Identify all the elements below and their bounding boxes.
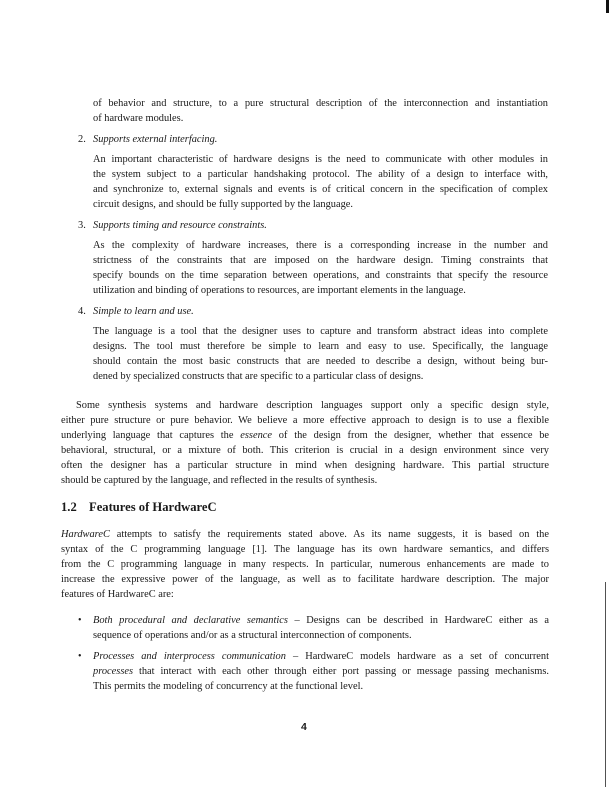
list-body-2-line-3: and synchronize to, external signals and events is of critical concern in the specification of complex bbox=[93, 184, 548, 195]
bullet-icon: • bbox=[78, 615, 82, 626]
bullet-icon: • bbox=[78, 651, 82, 662]
page-number: 4 bbox=[301, 721, 307, 733]
list-body-3-line-4: utilization and binding of operations to resources, are important elements in the language. bbox=[93, 285, 466, 296]
bullet-1-dash: – bbox=[287, 615, 307, 626]
section-title: Features of HardwareC bbox=[89, 500, 217, 514]
bullet-2-line-2 bbox=[93, 665, 549, 678]
para1-line-5: often the designer has a particular structure in mind when designing hardware. This partial structure bbox=[61, 460, 549, 471]
bullet-2-line-1-rest: HardwareC models hardware as a set of concurrent bbox=[305, 651, 549, 662]
list-body-4-line-3: should contain the most basic constructs that are needed to describe a design, without being bur- bbox=[93, 356, 548, 367]
hardwarec-name: HardwareC bbox=[61, 529, 110, 540]
list-body-2-line-1: An important characteristic of hardware designs is the need to communicate with other modules in bbox=[93, 154, 548, 165]
para2-line-1 bbox=[61, 528, 549, 541]
para2-line-4: increase the expressive power of the language, as well as to facilitate hardware description. The major bbox=[61, 574, 549, 585]
bullet-2-dash: – bbox=[285, 651, 306, 662]
list-body-3-line-1: As the complexity of hardware increases, there is a corresponding increase in the number and bbox=[93, 240, 548, 251]
list-number-2: 2. bbox=[78, 134, 86, 145]
para1-line-3-pre: underlying language that captures the bbox=[61, 430, 241, 441]
bullet-2-line-3: This permits the modeling of concurrency at the functional level. bbox=[93, 681, 364, 692]
intro-line-2: of hardware modules. bbox=[93, 113, 184, 124]
list-body-4-line-1: The language is a tool that the designer uses to capture and transform abstract ideas into complete bbox=[93, 326, 548, 337]
list-body-4-line-4: dened by specialized constructs that are specific to a particular class of designs. bbox=[93, 371, 424, 382]
list-body-2-line-2: the system subject to a particular handshaking protocol. The ability of a design to interface with, bbox=[93, 169, 548, 180]
para1-line-6: should be captured by the language, and reflected in the results of synthesis. bbox=[61, 475, 378, 486]
list-body-3-line-2: strictness of the constraints that are imposed on the hardware design. Timing constraints that bbox=[93, 255, 548, 266]
bullet-1-line-2: sequence of operations and/or as a structural interconnection of components. bbox=[93, 630, 412, 641]
para2-line-2: syntax of the C programming language [1]. The language has its own hardware semantics, and differs bbox=[61, 544, 549, 555]
section-number: 1.2 bbox=[61, 500, 77, 514]
list-title-2: Supports external interfacing. bbox=[93, 134, 218, 145]
list-body-4-line-2: designs. The tool must therefore be simple to learn and easy to use. Specifically, the language bbox=[93, 341, 548, 352]
para1-line-2: either pure structure or pure behavior. We believe a more effective approach to design is to use a flexible bbox=[61, 415, 549, 426]
para2-line-3: from the C programming language in many respects. In particular, numerous enhancements are made to bbox=[61, 559, 549, 570]
list-number-3: 3. bbox=[78, 220, 86, 231]
bullet-2-term: Processes and interprocess communication bbox=[93, 651, 286, 662]
bullet-2-line-2-rest: that interact with each other through either port passing or message passing mechanisms. bbox=[133, 666, 549, 677]
bullet-1-line-1 bbox=[93, 614, 549, 627]
para1-line-1: Some synthesis systems and hardware description languages support only a specific design style, bbox=[76, 400, 549, 411]
para1-line-4: behavioral, structural, or a mixture of both. This criterion is crucial in a design environment since very bbox=[61, 445, 549, 456]
processes-term: processes bbox=[93, 666, 134, 677]
para2-line-5: features of HardwareC are: bbox=[61, 589, 174, 600]
list-body-2-line-4: circuit designs, and should be fully supported by the language. bbox=[93, 199, 353, 210]
para2-line-1-rest: attempts to satisfy the requirements stated above. As its name suggests, it is based on the bbox=[109, 529, 549, 540]
scan-edge-line bbox=[605, 582, 606, 787]
para1-line-3 bbox=[61, 429, 549, 442]
bullet-2-line-1 bbox=[93, 650, 549, 663]
intro-line-1: of behavior and structure, to a pure structural description of the interconnection and instantiation bbox=[93, 98, 548, 109]
list-body-3-line-3: specify bounds on the time separation between operations, and constraints that specify the resource bbox=[93, 270, 548, 281]
para1-line-3-post: of the design from the designer, whether that essence be bbox=[272, 430, 550, 441]
list-number-4: 4. bbox=[78, 306, 86, 317]
list-title-4: Simple to learn and use. bbox=[93, 306, 194, 317]
bullet-1-term: Both procedural and declarative semantics bbox=[93, 615, 288, 626]
scan-edge-mark bbox=[606, 0, 609, 13]
bullet-1-line-1-rest: Designs can be described in HardwareC either as a bbox=[306, 615, 549, 626]
emphasis-essence: essence bbox=[240, 430, 272, 441]
list-title-3: Supports timing and resource constraints. bbox=[93, 220, 267, 231]
